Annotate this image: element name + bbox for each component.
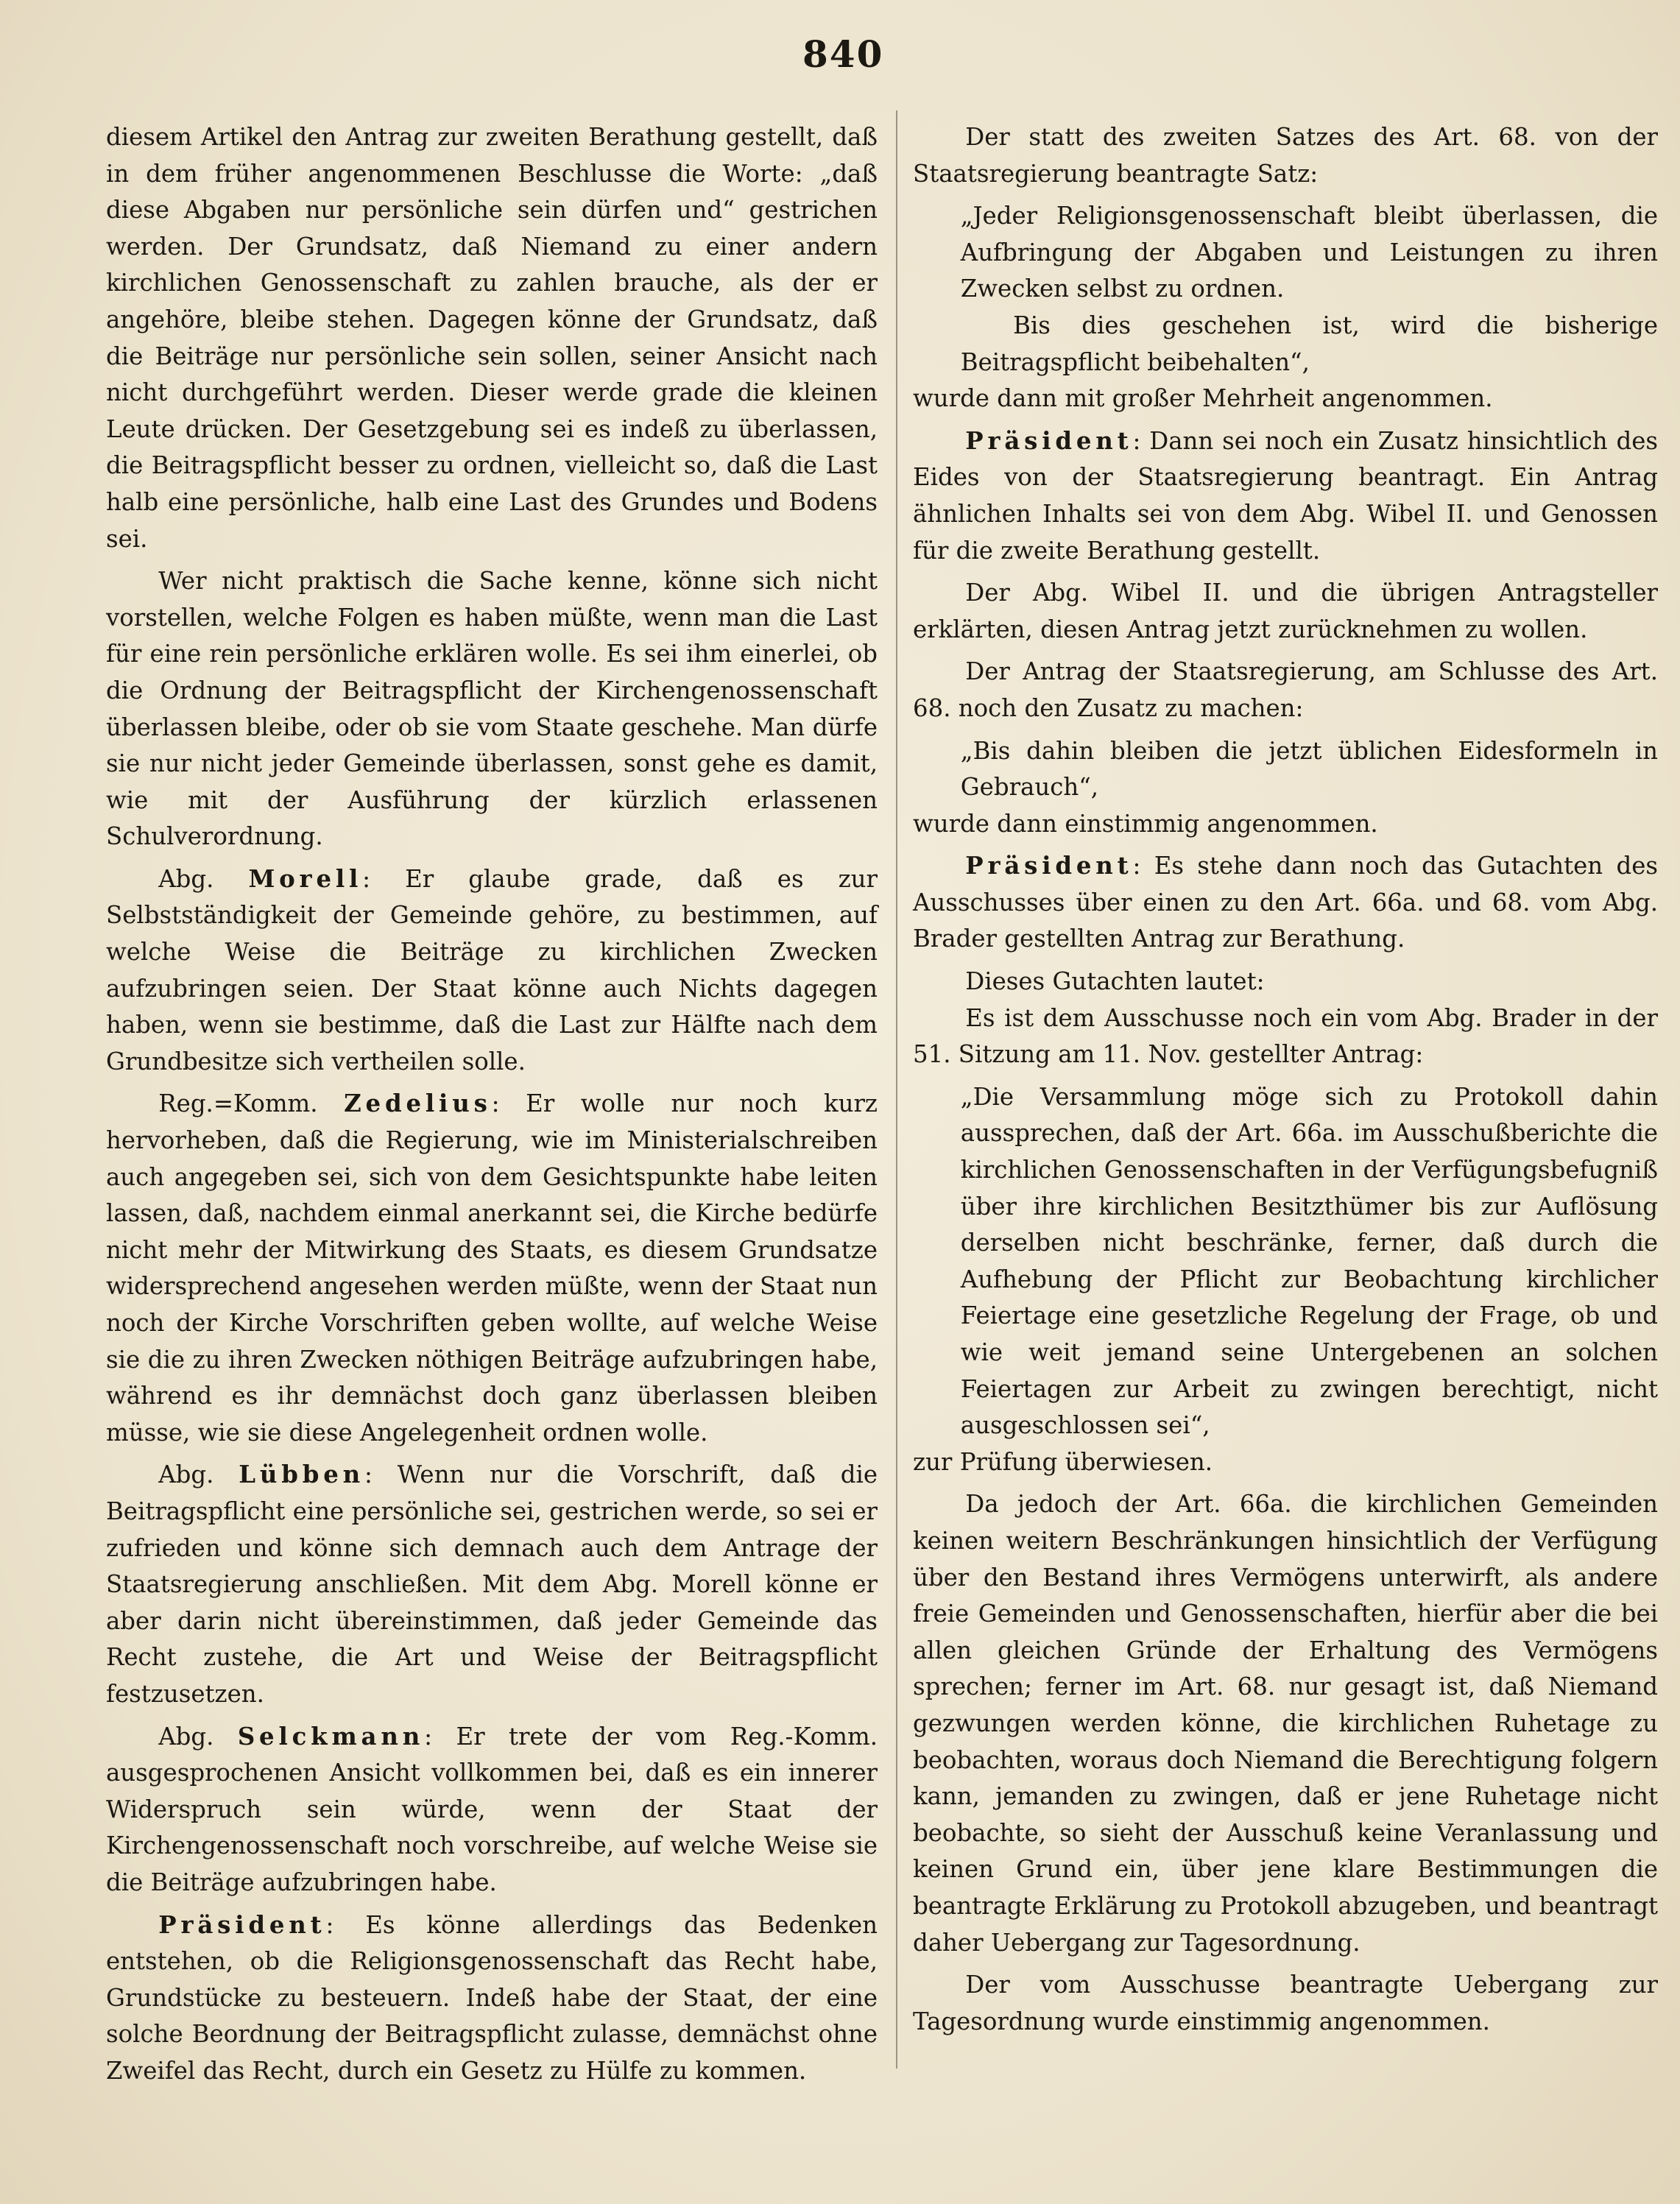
speaker-paragraph bbox=[106, 1086, 878, 1451]
speaker-paragraph bbox=[106, 1719, 878, 1901]
paragraph: Der vom Ausschusse beantragte Uebergang zur Tagesordnung wurde einstimmig angenommen. bbox=[913, 1971, 1658, 2035]
paragraph: zur Prüfung überwiesen. bbox=[913, 1447, 1213, 1476]
paragraph: Es ist dem Ausschusse noch ein vom Abg. Brader in der 51. Sitzung am 11. Nov. gestellter Antrag: bbox=[913, 1003, 1658, 1069]
speaker-name: Morell bbox=[248, 864, 363, 893]
quote-paragraph: „Bis dahin bleiben die jetzt üblichen Eidesformeln in Gebrauch“, bbox=[960, 736, 1658, 802]
left-column bbox=[106, 119, 878, 2085]
paragraph: Wer nicht praktisch die Sache kenne, könne sich nicht vorstellen, welche Folgen es haben müßte, wenn man die Last für eine rein persönliche erklären wolle. Es sei ihm einerlei, ob die Ordnung der Beitragspflicht der Kirchengenossenschaft überlassen bleibe, oder ob sie vom Staate geschehe. Man dürfe sie nur nicht jeder Gemeinde überlassen, sonst gehe es damit, wie mit der Ausführung der kürzlich erlassenen Schulverordnung. bbox=[106, 567, 878, 851]
paragraph: wurde dann mit großer Mehrheit angenommen. bbox=[913, 384, 1493, 413]
page-number: 840 bbox=[802, 32, 884, 76]
paragraph: Da jedoch der Art. 66a. die kirchlichen Gemeinden keinen weitern Beschränkungen hinsichtlich der Verfügung über den Bestand ihres Vermögens unterwirft, als andere freie Gemeinden und Genossenschaften, hierfür aber die bei allen gleichen Gründe der Erhaltung des Vermögens sprechen; ferner im Art. 68. nur gesagt ist, daß Niemand gezwungen werden könne, die kirchlichen Ruhetage zu beobachten, woraus doch Niemand die Berechtigung folgern kann, jemanden zu zwingen, daß er jene Ruhetage nicht beobachte, so sieht der Ausschuß keine Veranlassung und keinen Grund ein, über jene klare Bestimmungen die beantragte Erklärung zu Protokoll abzugeben, und beantragt daher Uebergang zur Tagesordnung. bbox=[913, 1490, 1658, 1957]
speaker-name: Lübben bbox=[239, 1460, 365, 1489]
speaker-name: Zedelius bbox=[344, 1089, 492, 1118]
speaker-prefix: Reg.=Komm. bbox=[158, 1089, 345, 1118]
speaker-prefix: Abg. bbox=[158, 1460, 239, 1489]
speaker-paragraph bbox=[106, 1907, 878, 2090]
speaker-name: Präsident bbox=[158, 1910, 326, 1939]
speaker-paragraph bbox=[913, 848, 1658, 958]
speaker-name: Präsident bbox=[965, 852, 1133, 880]
column-divider bbox=[896, 110, 897, 2069]
paragraph: wurde dann einstimmig angenommen. bbox=[913, 809, 1378, 838]
speech-text: : Er trete der vom Reg.-Komm. ausgesprochenen Ansicht vollkommen bei, daß es ein innerer Widerspruch sein würde, wenn der Staat der Kirchengenossenschaft noch vorschreibe, auf welche Weise sie die Beiträge aufzubringen habe. bbox=[106, 1722, 878, 1896]
paragraph: Der Antrag der Staatsregierung, am Schlusse des Art. 68. noch den Zusatz zu machen: bbox=[913, 657, 1658, 722]
speaker-prefix: Abg. bbox=[158, 864, 249, 893]
paragraph: Der Abg. Wibel II. und die übrigen Antragsteller erklärten, diesen Antrag jetzt zurücknehmen zu wollen. bbox=[913, 579, 1658, 643]
speaker-paragraph bbox=[106, 1457, 878, 1712]
speech-text: : Dann sei noch ein Zusatz hinsichtlich des Eides von der Staatsregierung beantragt. Ein Antrag ähnlichen Inhalts sei von dem Abg. Wibel II. und Genossen für die zweite Berathung gestellt. bbox=[913, 426, 1658, 565]
right-column bbox=[913, 119, 1658, 2063]
quote-paragraph: „Die Versammlung möge sich zu Protokoll dahin aussprechen, daß der Art. 66a. im Ausschußberichte die kirchlichen Genossenschaften in der Verfügungsbefugniß über ihre kirchlichen Besitzthümer bis zur Auflösung derselben nicht beschränke, ferner, daß durch die Aufhebung der Pflicht zur Beobachtung kirchlicher Feiertage eine gesetzliche Regelung der Frage, ob und wie weit jemand seine Untergebenen an solchen Feiertagen zur Arbeit zu zwingen berechtigt, nicht ausgeschlossen sei“, bbox=[960, 1082, 1658, 1440]
speech-text: : Er glaube grade, daß es zur Selbstständigkeit der Gemeinde gehöre, zu bestimmen, auf welche Weise die Beiträge zu kirchlichen Zwecken aufzubringen seien. Der Staat könne auch Nichts dagegen haben, wenn sie bestimme, daß die Last zur Hälfte nach dem Grundbesitze sich vertheilen solle. bbox=[106, 864, 878, 1075]
speech-text: : Wenn nur die Vorschrift, daß die Beitragspflicht eine persönliche sei, gestrichen werde, so sei er zufrieden und könne sich demnach auch dem Antrage der Staatsregierung anschließen. Mit dem Abg. Morell könne er aber darin nicht übereinstimmen, daß jeder Gemeinde das Recht zustehe, die Art und Weise der Beitragspflicht festzusetzen. bbox=[106, 1460, 878, 1708]
quote-paragraph: Bis dies geschehen ist, wird die bisherige Beitragspflicht beibehalten“, bbox=[960, 311, 1658, 376]
speaker-paragraph bbox=[106, 861, 878, 1081]
speech-text: : Es stehe dann noch das Gutachten des Ausschusses über einen zu den Art. 66a. und 68. vom Abg. Brader gestellten Antrag zur Berathung. bbox=[913, 852, 1658, 953]
paragraph: Der statt des zweiten Satzes des Art. 68. von der Staatsregierung beantragte Satz: bbox=[913, 123, 1658, 188]
speech-text: : Er wolle nur noch kurz hervorheben, daß die Regierung, wie im Ministerialschreiben auch angegeben sei, sich von dem Gesichtspunkte habe leiten lassen, daß, nachdem einmal anerkannt sei, die Kirche bedürfe nicht mehr der Mitwirkung des Staats, es diesem Grundsatze widersprechend angesehen werden müßte, wenn der Staat nun noch der Kirche Vorschriften geben wollte, auf welche Weise sie die zu ihren Zwecken nöthigen Beiträge aufzubringen habe, während es ihr demnächst doch ganz überlassen bleiben müsse, wie sie diese Angelegenheit ordnen wolle. bbox=[106, 1089, 878, 1447]
speaker-paragraph bbox=[913, 423, 1658, 569]
speaker-name: Präsident bbox=[965, 426, 1133, 455]
speaker-name: Selckmann bbox=[237, 1722, 425, 1751]
speech-text: : Es könne allerdings das Bedenken entstehen, ob die Religionsgenossenschaft das Recht habe, Grundstücke zu besteuern. Indeß habe der Staat, der eine solche Beordnung der Beitragspflicht zulasse, demnächst ohne Zweifel das Recht, durch ein Gesetz zu Hülfe zu kommen. bbox=[106, 1910, 878, 2085]
paragraph: diesem Artikel den Antrag zur zweiten Berathung gestellt, daß in dem früher angenommenen Beschlusse die Worte: „daß diese Abgaben nur persönliche sein dürfen und“ gestrichen werden. Der Grundsatz, daß Niemand zu einer andern kirchlichen Genossenschaft zu zahlen brauche, als der er angehöre, bleibe stehen. Dagegen könne der Grundsatz, daß die Beiträge nur persönliche sein sollen, seiner Ansicht nach nicht durchgeführt werden. Dieser werde grade die kleinen Leute drücken. Der Gesetzgebung sei es indeß zu überlassen, die Beitragspflicht besser zu ordnen, vielleicht so, daß die Last halb eine persönliche, halb eine Last des Grundes und Bodens sei. bbox=[106, 123, 878, 553]
paragraph: Dieses Gutachten lautet: bbox=[965, 967, 1265, 996]
quote-paragraph: „Jeder Religionsgenossenschaft bleibt überlassen, die Aufbringung der Abgaben und Leistungen zu ihren Zwecken selbst zu ordnen. bbox=[960, 202, 1658, 303]
speaker-prefix: Abg. bbox=[158, 1722, 238, 1751]
